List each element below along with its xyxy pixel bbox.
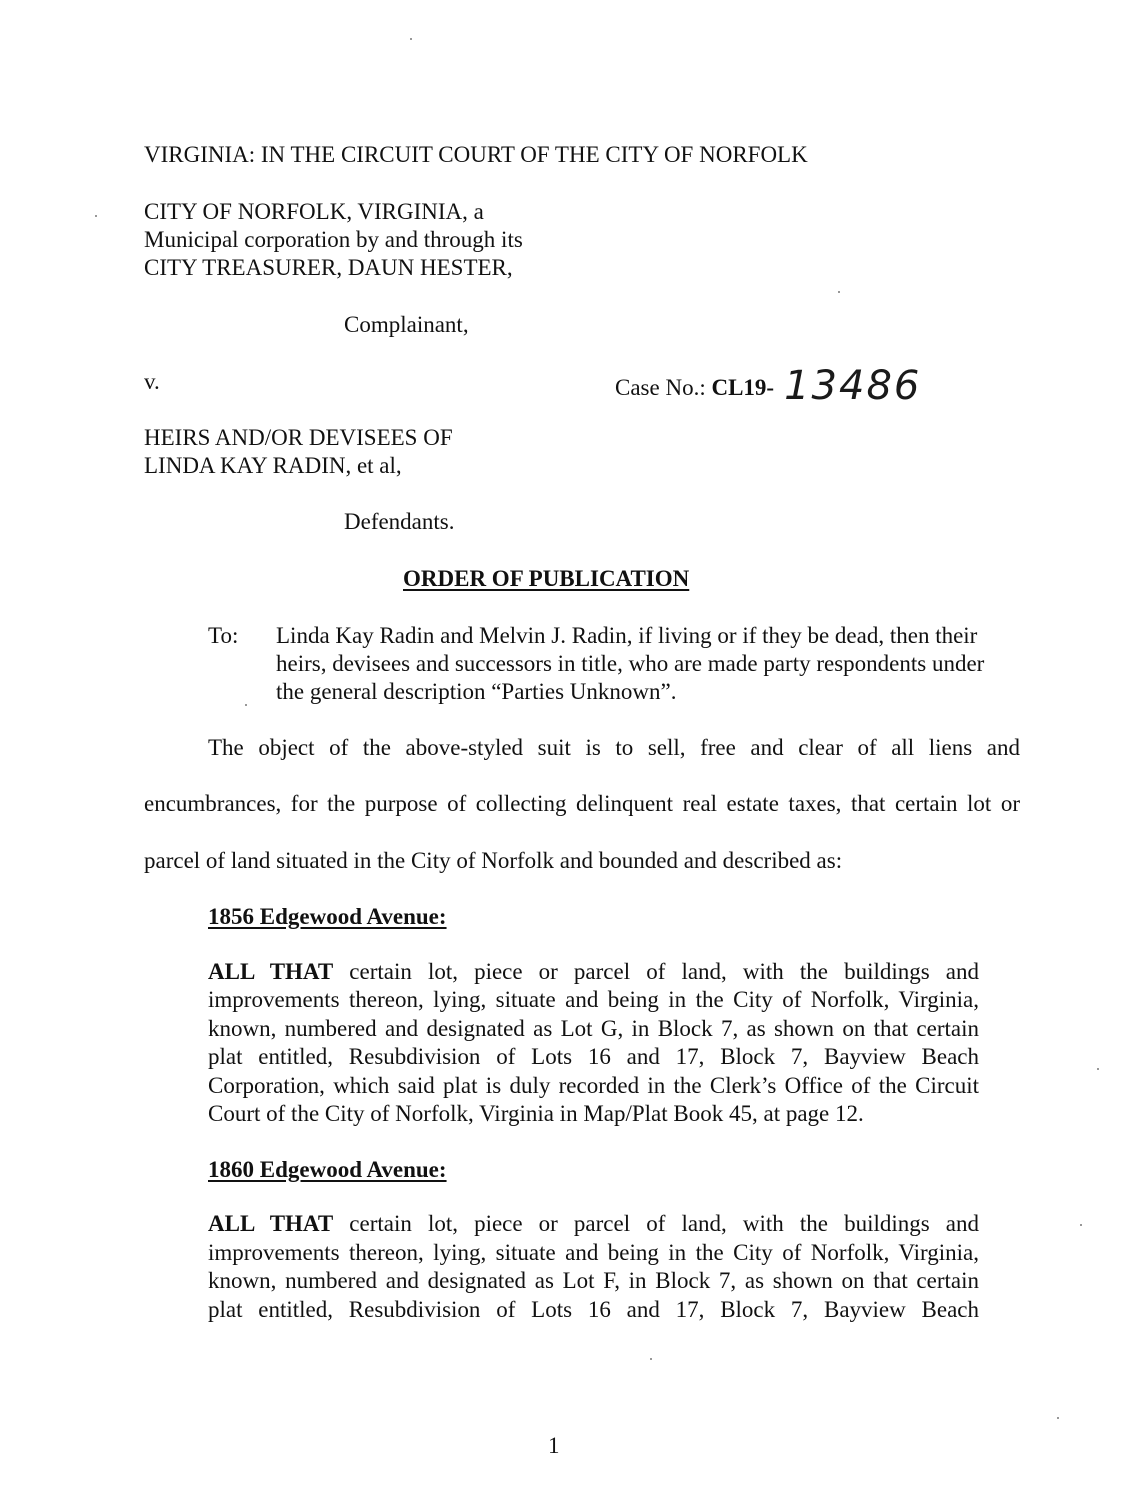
case-number	[615, 362, 922, 409]
scan-speck	[1080, 1224, 1082, 1226]
property-line: improvements thereon, lying, situate and being in the City of Norfolk, Virginia,	[208, 1240, 979, 1265]
handwritten-case-number: 13486	[784, 363, 922, 409]
case-number-prefix: CL19-	[711, 375, 775, 400]
scan-speck	[838, 291, 840, 293]
property-lead: ALL THAT	[208, 1211, 334, 1236]
object-line-3: parcel of land situated in the City of Norfolk and bounded and described as:	[144, 848, 843, 873]
case-number-label: Case No.:	[615, 375, 712, 400]
property-line: Corporation, which said plat is duly recorded in the Clerk’s Office of the Circuit	[208, 1073, 979, 1098]
property-lead: ALL THAT	[208, 959, 334, 984]
property-line: ALL THAT certain lot, piece or parcel of land, with the buildings and	[208, 1211, 979, 1236]
property-heading: 1860 Edgewood Avenue:	[208, 1157, 447, 1182]
property-line: plat entitled, Resubdivision of Lots 16 and 17, Block 7, Bayview Beach	[208, 1044, 979, 1069]
complainant-line-3: CITY TREASURER, DAUN HESTER,	[144, 255, 513, 280]
complainant-line-1: CITY OF NORFOLK, VIRGINIA, a	[144, 199, 484, 224]
object-line-2: encumbrances, for the purpose of collecting delinquent real estate taxes, that certain lot or	[144, 791, 1020, 816]
property-line: known, numbered and designated as Lot G, in Block 7, as shown on that certain	[208, 1016, 979, 1041]
defendants-line-2: LINDA KAY RADIN, et al,	[144, 453, 402, 478]
complainant-line-2: Municipal corporation by and through its	[144, 227, 523, 252]
scan-speck	[1057, 1417, 1059, 1419]
property-line: improvements thereon, lying, situate and being in the City of Norfolk, Virginia,	[208, 987, 979, 1012]
scan-speck	[410, 38, 412, 40]
property-line: ALL THAT certain lot, piece or parcel of land, with the buildings and	[208, 959, 979, 984]
property-line: known, numbered and designated as Lot F, in Block 7, as shown on that certain	[208, 1268, 979, 1293]
property-line: Court of the City of Norfolk, Virginia in Map/Plat Book 45, at page 12.	[208, 1101, 864, 1126]
to-line-2: heirs, devisees and successors in title, who are made party respondents under	[276, 651, 985, 676]
to-label: To:	[208, 623, 239, 648]
defendants-role: Defendants.	[344, 509, 455, 534]
to-line-1: Linda Kay Radin and Melvin J. Radin, if living or if they be dead, then their	[276, 623, 978, 648]
to-line-3: the general description “Parties Unknown”.	[276, 679, 677, 704]
page-number: 1	[548, 1433, 560, 1458]
order-title: ORDER OF PUBLICATION	[403, 566, 690, 591]
scan-speck	[1097, 1068, 1099, 1070]
property-line: plat entitled, Resubdivision of Lots 16 and 17, Block 7, Bayview Beach	[208, 1297, 979, 1322]
scan-speck	[95, 215, 97, 217]
scan-speck	[650, 1358, 652, 1360]
scan-speck	[245, 704, 247, 706]
property-heading: 1856 Edgewood Avenue:	[208, 904, 447, 929]
versus-label: v.	[144, 369, 160, 394]
complainant-role: Complainant,	[344, 312, 469, 337]
defendants-line-1: HEIRS AND/OR DEVISEES OF	[144, 425, 453, 450]
object-line-1: The object of the above-styled suit is to sell, free and clear of all liens and	[208, 735, 1020, 760]
court-heading: VIRGINIA: IN THE CIRCUIT COURT OF THE CITY OF NORFOLK	[144, 142, 808, 167]
